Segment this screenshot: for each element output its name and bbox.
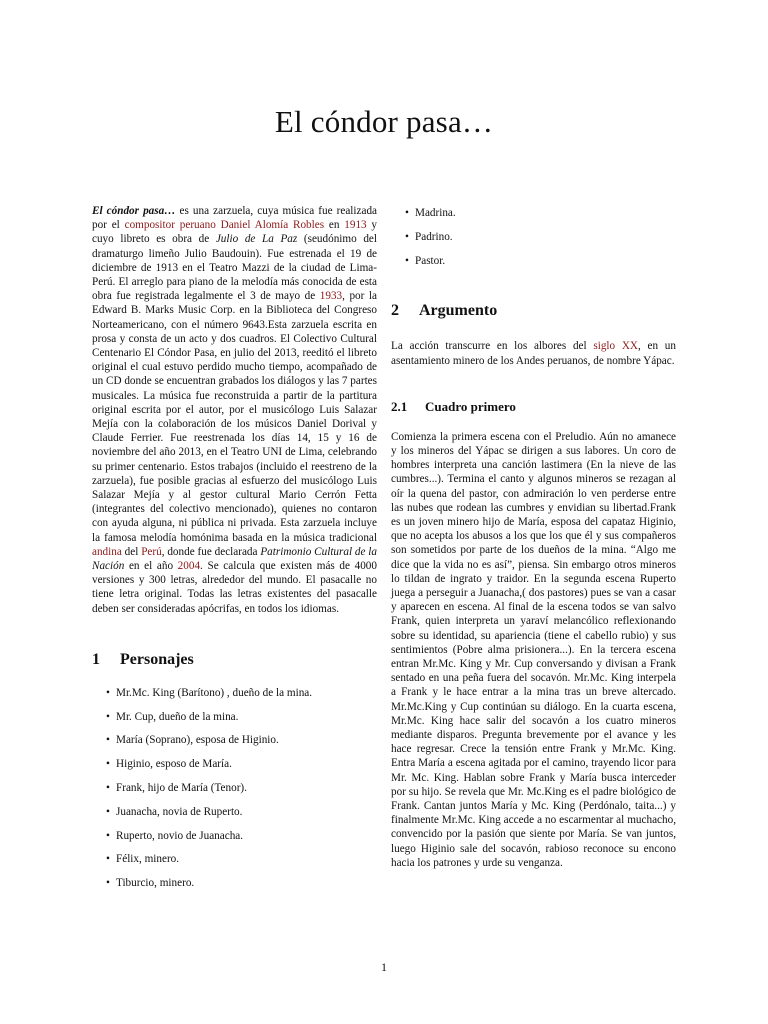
intro-text: del <box>121 545 142 558</box>
list-item <box>92 876 377 900</box>
bullet: • <box>106 877 110 890</box>
link-peruano[interactable]: peruano <box>179 219 216 232</box>
page-title: El cóndor pasa… <box>274 104 494 139</box>
list-item-text: Juanacha, novia de Ruperto. <box>116 805 243 818</box>
link-andina[interactable]: andina <box>92 545 122 558</box>
bullet: • <box>106 853 110 866</box>
list-item <box>92 829 377 853</box>
list-item <box>92 710 377 734</box>
characters-list <box>92 686 377 900</box>
link-compositor[interactable]: compositor <box>124 219 175 232</box>
list-item-text: Pastor. <box>415 254 446 267</box>
italic-julio-de-la-paz: Julio de La Paz <box>215 233 298 246</box>
list-item <box>92 781 377 805</box>
list-item <box>92 686 377 710</box>
list-item-text: Madrina. <box>415 207 456 219</box>
bullet: • <box>106 782 110 795</box>
list-item-text: Mr.Mc. King (Barítono) , dueño de la mina. <box>116 686 313 699</box>
section-title: Argumento <box>419 302 498 320</box>
intro-text: . Se calcula que existen más de 4000 versiones y 300 letras, alrededor del mundo. El pasacalle no tiene letra original. Todas las letras existentes del pasacalle deben ser consideradas apócrifas, en todos los idiomas. <box>92 560 377 615</box>
intro-text: en <box>324 219 345 232</box>
section-number: 2 <box>391 302 399 320</box>
list-item-text: Higinio, esposo de María. <box>116 758 232 771</box>
bullet: • <box>106 686 110 699</box>
subsection-heading-cuadro-primero <box>391 398 676 416</box>
paragraph-text: La acción transcurre en los albores del <box>391 340 594 353</box>
bullet: • <box>106 805 110 818</box>
section-heading-argumento <box>391 301 676 321</box>
intro-text: (seudónimo del dramaturgo limeño Julio Baudouin). Fue estrenada el 19 de diciembre de 1913 en el Teatro Mazzi de la ciudad de Lima-Perú. El arreglo para piano de la melodía más conocida de esta obra fue registrada legalmente el 3 de mayo de <box>92 233 377 303</box>
bullet: • <box>405 207 409 219</box>
page-number: 1 <box>381 960 387 974</box>
argumento-paragraph <box>391 339 676 367</box>
list-item <box>391 254 676 278</box>
list-item <box>92 805 377 829</box>
intro-paragraph <box>92 204 377 616</box>
intro-text: en el año <box>124 560 178 573</box>
characters-list-continued <box>391 206 676 277</box>
list-item-text: Ruperto, novio de Juanacha. <box>116 829 244 842</box>
intro-text: , donde fue declarada <box>161 545 261 558</box>
subsection-number: 2.1 <box>391 398 408 414</box>
cuadro-primero-paragraph: Comienza la primera escena con el Preludio. Aún no amanece y los mineros del Yápac se dirigen a sus labores. Un coro de hombres interpreta una canción lastimera (En la nieve de las cumbres...). Termina el canto y algunos mineros se rezagan al oír la quena del pastor, con admiración lo ven perderse entre las nubes que rodean las cumbres y envidian su libertad.Frank es un joven minero hijo de María, esposa del capataz Higinio, que no acepta los abusos a los que los que él y sus compañeros son sometidos por parte de los dueños de la mina. “Algo me dice que la vida no es así”, piensa. Sin embargo otros mineros lo tildan de ingrato y traidor. En la segunda escena Ruperto juega a perseguir a Juanacha,( dos pastores) pues se van a casar y aparecen en escena. Al final de la escena todos se van salvo Frank, quien interpreta un yaraví melancólico reflexionando sobre su identidad, su apariencia (tiene el cabello rubio) y sus sentimientos (Pobre alma prisionera...). En la tercera escena entran Mr.Mc. King y Mr. Cup conversando y divisan a Frank sentado en una peña fuera del socavón. Mr.Mc. King interpela a Frank y le hace entrar a la mina tras un breve altercado. Mr.Mc.King y Cup continúan su diálogo. En la cuarta escena, Mr.Mc. King hace salir del socavón a los cuatro mineros mediante disparos. Pregunta brevemente por el avance y les hace regresar. Crece la tensión entre Frank y Mr.Mc. King. Entra María a escena agitada por el camino, trayendo licor para Mr. Mc. King. Hablan sobre Frank y María busca interceder por su hijo. Se revela que Mr. Mc.King es el padre biológico de Frank. Cantan juntos María y Mc. King (Perdónalo, taita...) y finalmente Mr.Mc. King accede a no escarmentar al muchacho, convencido por la pasión que siente por María. Se van juntos, luego Higinio sale del socavón, rabioso reconoce su encono hacia los patrones y urde su venganza. <box>391 430 676 869</box>
link-peru[interactable]: Perú <box>141 545 162 558</box>
list-item <box>92 733 377 757</box>
list-item-text: Frank, hijo de María (Tenor). <box>116 782 247 795</box>
bullet: • <box>106 710 110 723</box>
italic-patrimonio: Patrimonio Cultural de la Nación <box>92 545 378 573</box>
bullet: • <box>405 254 409 267</box>
link-2004[interactable]: 2004 <box>177 560 201 573</box>
list-item-text: Félix, minero. <box>116 853 180 866</box>
intro-text: , por la Edward B. Marks Music Corp. en la Biblioteca del Congreso Norteamericano, con el número 9643.Esta zarzuela escrita en prosa y consta de un acto y dos cuadros. El Colectivo Cultural Centenario El Cóndor Pasa, en julio del 2013, reeditó el libreto original el cual estuvo perdido mucho tiempo, acompañado de un CD donde se encuentran grabados los diálogos y las 7 partes musicales. La música fue reconstruida a partir de la partitura original escrita por el autor, por el musicólogo Luis Salazar Mejía con la colaboración de los músicos Daniel Dorival y Claude Ferrier. Fue reestrenada los días 14, 15 y 16 de noviembre del año 2013, en el Teatro UNI de Lima, celebrando su primer centenario. Estos trabajos (incluido el reestreno de la zarzuela), fue posible gracias al esfuerzo del musicólogo Luis Salazar Mejía y al gestor cultural Mario Cerrón Fetta (integrantes del colectivo mencionado), quienes no contaron con ayuda alguna, ni pública ni privada. Esta zarzuela incluye la famosa melodía homónima basada en la música tradicional <box>92 290 377 544</box>
list-item-text: Mr. Cup, dueño de la mina. <box>116 710 239 723</box>
list-item <box>92 757 377 781</box>
bullet: • <box>106 758 110 771</box>
link-siglo-xx[interactable]: siglo XX <box>593 340 638 353</box>
subsection-title: Cuadro primero <box>425 398 516 414</box>
list-item <box>92 852 377 876</box>
list-item-text: Tiburcio, minero. <box>116 877 195 890</box>
bullet: • <box>106 829 110 842</box>
section-heading-personajes <box>92 650 377 670</box>
right-column <box>391 204 676 870</box>
link-daniel-alomia-robles[interactable]: Daniel Alomía Robles <box>220 219 325 232</box>
list-item <box>391 206 676 230</box>
list-item <box>391 230 676 254</box>
bullet: • <box>405 230 409 243</box>
left-column <box>92 204 377 900</box>
section-title: Personajes <box>120 650 194 668</box>
list-item-text: Padrino. <box>415 230 453 243</box>
link-1913[interactable]: 1913 <box>344 219 367 232</box>
link-1933[interactable]: 1933 <box>319 290 343 303</box>
section-number: 1 <box>92 650 100 668</box>
bullet: • <box>106 734 110 747</box>
intro-text: y cuyo libreto es obra de <box>92 219 378 246</box>
intro-text: es una zarzuela, cuya música fue realizada por el <box>92 205 378 232</box>
list-item-text: María (Soprano), esposa de Higinio. <box>116 734 279 747</box>
paragraph-text: , en un asentamiento minero de los Andes peruanos, de nombre Yápac. <box>391 340 676 367</box>
lead-title: El cóndor pasa… <box>92 205 176 217</box>
